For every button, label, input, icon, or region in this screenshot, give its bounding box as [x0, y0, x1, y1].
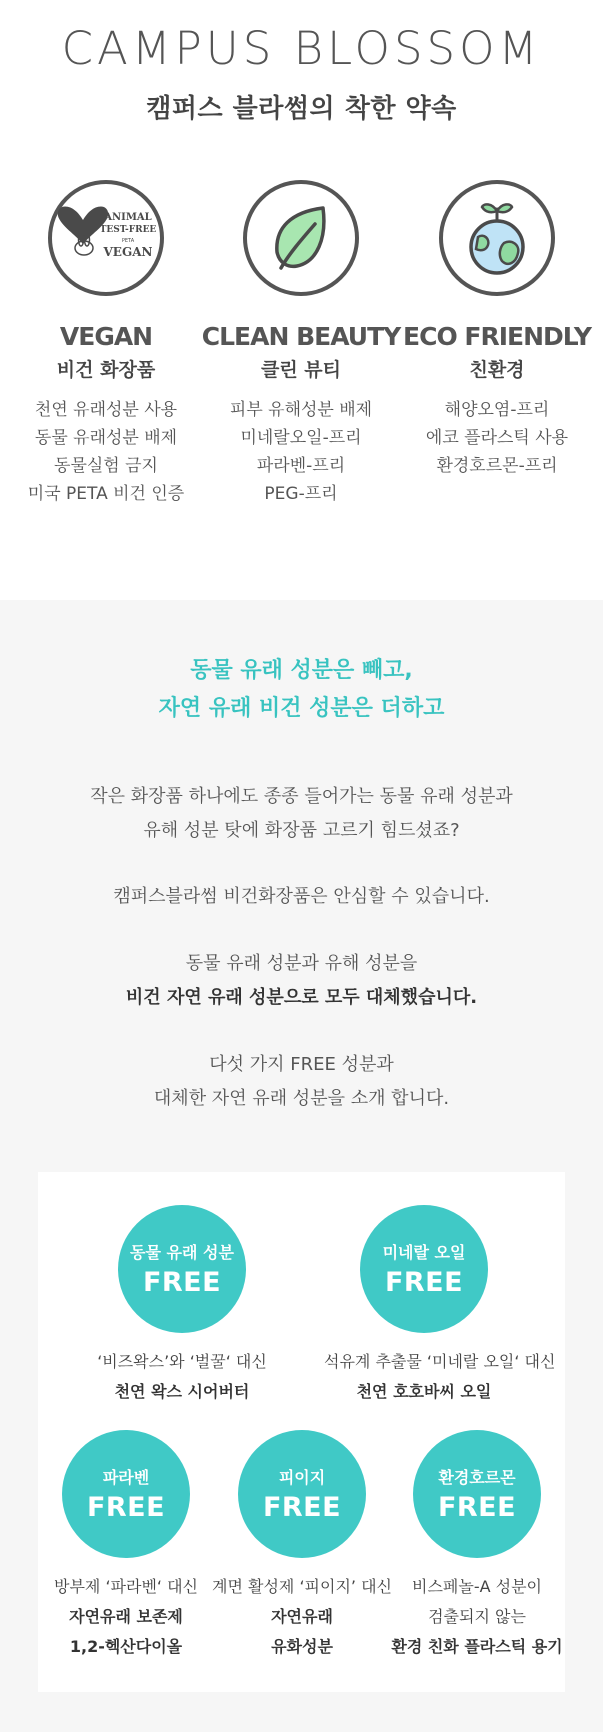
desc-line: 비스페놀-A 성분이	[412, 1577, 542, 1596]
free-item-peg	[202, 1430, 402, 1662]
pillar-title-ko: 친환경	[469, 359, 525, 381]
pillar-item: 파라벤-프리	[256, 456, 346, 476]
intro-paragraph-3	[0, 947, 603, 1015]
desc-bold-line: 천연 왁스 시어버터	[114, 1382, 250, 1401]
desc-bold-line: 천연 호호바씨 오일	[356, 1382, 492, 1401]
badge-free-label: FREE	[384, 1267, 464, 1298]
pillar-item: 천연 유래성분 사용	[34, 400, 178, 420]
desc-line: ‘비즈왁스’와 ‘벌꿀‘ 대신	[97, 1352, 267, 1371]
pillar-title-ko: 클린 뷰티	[260, 359, 342, 381]
desc-bold-line: 환경 친화 플라스틱 용기	[391, 1637, 563, 1656]
icon-text-animal: ANIMAL	[104, 212, 152, 223]
desc-bold-line: 1,2-헥산다이올	[69, 1637, 183, 1656]
pillar-title-en: ECO FRIENDLY	[403, 322, 591, 351]
free-item-hormone	[377, 1430, 577, 1662]
intro-paragraph-4	[0, 1048, 603, 1116]
intro-paragraph-1	[0, 780, 603, 848]
leaf-icon	[243, 180, 359, 296]
icon-text-vegan: VEGAN	[103, 245, 153, 259]
intro-paragraph-2	[0, 880, 603, 914]
free-badge	[413, 1430, 541, 1558]
pillar-clean-beauty	[201, 180, 401, 508]
free-description	[377, 1572, 577, 1662]
paragraph-line-bold	[0, 981, 603, 1015]
earth-sprout-icon	[439, 180, 555, 296]
paragraph-line: 유해 성분 탓에 화장품 고르기 힘드셨죠?	[143, 820, 460, 841]
badge-free-label: FREE	[142, 1267, 222, 1298]
pillar-item: 피부 유해성분 배제	[229, 400, 373, 420]
paragraph-line: 다섯 가지 FREE 성분과	[209, 1054, 394, 1075]
desc-line: 검출되지 않는	[428, 1607, 526, 1626]
badge-title: 동물 유래 성분	[130, 1243, 234, 1262]
desc-line: 석유계 추출물 ‘미네랄 오일‘ 대신	[324, 1352, 556, 1371]
free-badge	[238, 1430, 366, 1558]
badge-title: 환경호르몬	[438, 1468, 516, 1487]
free-item-paraben	[26, 1430, 226, 1662]
pillar-item: 해양오염-프리	[444, 400, 550, 420]
paragraph-line: 대체한 자연 유래 성분을 소개 합니다.	[153, 1088, 450, 1109]
pillar-item: 미네랄오일-프리	[240, 428, 362, 448]
pillar-vegan	[6, 180, 206, 508]
paragraph-bold-text: 비건 자연 유래 성분으로 모두 대체했습니다.	[125, 987, 478, 1008]
icon-text-test-free: TEST-FREE	[99, 225, 157, 235]
desc-bold-line: 유화성분	[271, 1637, 333, 1656]
section-headline	[0, 652, 603, 728]
pillar-item: 동물 유래성분 배제	[34, 428, 178, 448]
free-description	[82, 1347, 282, 1407]
animal-test-free-vegan-icon	[48, 180, 164, 296]
badge-title: 파라벤	[102, 1468, 150, 1487]
brand-subtitle: 캠퍼스 블라썸의 착한 약속	[146, 94, 457, 124]
free-badge	[62, 1430, 190, 1558]
free-ingredients-card	[38, 1172, 565, 1692]
badge-free-label: FREE	[86, 1492, 166, 1523]
brand-title: CAMPUS BLOSSOM	[61, 22, 542, 75]
pillar-title-en: CLEAN BEAUTY	[201, 322, 401, 351]
headline-line-2: 자연 유래 비건 성분은 더하고	[158, 696, 445, 721]
pillar-item: PEG-프리	[264, 484, 338, 504]
badge-title: 미네랄 오일	[382, 1243, 466, 1262]
badge-free-label: FREE	[437, 1492, 517, 1523]
pillar-item: 미국 PETA 비건 인증	[27, 484, 185, 504]
pillar-title-ko: 비건 화장품	[56, 359, 156, 381]
free-item-animal	[82, 1205, 282, 1407]
desc-line: 방부제 ‘파라벤‘ 대신	[54, 1577, 198, 1596]
icon-text-peta: PETA	[121, 238, 135, 244]
badge-free-label: FREE	[262, 1492, 342, 1523]
pillar-item: 에코 플라스틱 사용	[425, 428, 569, 448]
free-item-mineral-oil	[324, 1205, 556, 1407]
free-description	[324, 1347, 556, 1407]
free-description	[202, 1572, 402, 1662]
pillar-title-en: VEGAN	[59, 322, 153, 351]
paragraph-line: 캠퍼스블라썸 비건화장품은 안심할 수 있습니다.	[113, 886, 490, 907]
pillar-item: 동물실험 금지	[54, 456, 158, 476]
free-badge	[360, 1205, 488, 1333]
desc-bold-line: 자연유래	[271, 1607, 333, 1626]
desc-bold-line: 자연유래 보존제	[69, 1607, 183, 1626]
badge-title: 피이지	[278, 1468, 326, 1487]
pillar-item: 환경호르몬-프리	[436, 456, 558, 476]
pillar-eco-friendly	[397, 180, 597, 480]
free-badge	[118, 1205, 246, 1333]
paragraph-line: 작은 화장품 하나에도 종종 들어가는 동물 유래 성분과	[90, 786, 513, 807]
free-description	[26, 1572, 226, 1662]
paragraph-line: 동물 유래 성분과 유해 성분을	[185, 953, 418, 974]
headline-line-1: 동물 유래 성분은 빼고,	[190, 658, 413, 683]
desc-line: 계면 활성제 ‘피이지’ 대신	[212, 1577, 392, 1596]
